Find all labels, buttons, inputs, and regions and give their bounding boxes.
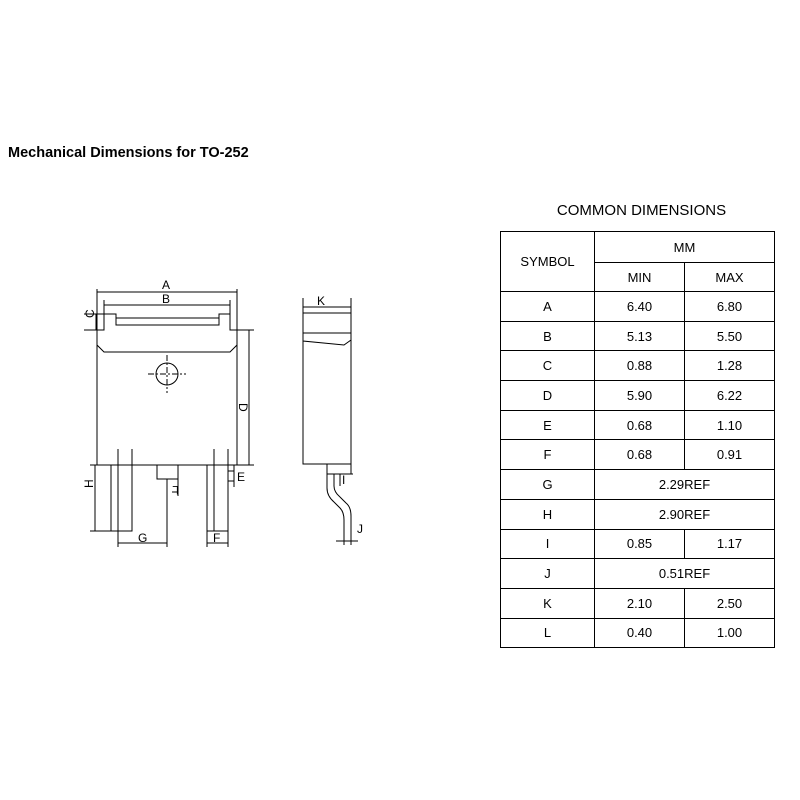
- max-cell: 1.28: [685, 351, 775, 381]
- dim-label-c: C: [83, 309, 97, 318]
- min-cell: 5.13: [595, 321, 685, 351]
- max-cell: 1.00: [685, 618, 775, 648]
- symbol-cell: A: [501, 292, 595, 322]
- dim-label-g: G: [138, 531, 148, 545]
- min-cell: 0.68: [595, 410, 685, 440]
- min-cell: 0.85: [595, 529, 685, 559]
- table-title: COMMON DIMENSIONS: [556, 202, 727, 219]
- max-cell: 2.50: [685, 588, 775, 618]
- min-cell: 0.68: [595, 440, 685, 470]
- dim-label-j: J: [357, 522, 363, 536]
- symbol-cell: B: [501, 321, 595, 351]
- min-cell: 2.10: [595, 588, 685, 618]
- max-header: MAX: [685, 263, 775, 292]
- max-cell: 1.10: [685, 410, 775, 440]
- ref-cell: 2.29REF: [595, 470, 775, 500]
- table-header-row: [501, 232, 775, 263]
- symbol-cell: J: [501, 559, 595, 589]
- symbol-cell: C: [501, 351, 595, 381]
- min-cell: 5.90: [595, 381, 685, 411]
- dim-label-d: D: [236, 403, 250, 412]
- table-row: [501, 559, 775, 589]
- side-view-package: [303, 313, 351, 540]
- table-row: [501, 470, 775, 500]
- page-title: Mechanical Dimensions for TO-252: [8, 145, 249, 161]
- ref-cell: 0.51REF: [595, 559, 775, 589]
- symbol-cell: I: [501, 529, 595, 559]
- dimensions-table: [500, 231, 775, 648]
- table-row: [501, 292, 775, 322]
- table-row: [501, 529, 775, 559]
- min-cell: 6.40: [595, 292, 685, 322]
- table-row: [501, 410, 775, 440]
- dim-label-h: H: [82, 479, 96, 488]
- dim-label-f: F: [213, 531, 221, 545]
- symbol-cell: F: [501, 440, 595, 470]
- table-row: [501, 618, 775, 648]
- table-row: [501, 499, 775, 529]
- unit-header: MM: [595, 232, 775, 263]
- max-cell: 1.17: [685, 529, 775, 559]
- symbol-cell: K: [501, 588, 595, 618]
- symbol-cell: E: [501, 410, 595, 440]
- table-row: [501, 588, 775, 618]
- max-cell: 5.50: [685, 321, 775, 351]
- dim-label-a: A: [162, 278, 171, 292]
- symbol-cell: D: [501, 381, 595, 411]
- table-row: [501, 440, 775, 470]
- symbol-cell: L: [501, 618, 595, 648]
- symbol-cell: G: [501, 470, 595, 500]
- max-cell: 0.91: [685, 440, 775, 470]
- symbol-header: SYMBOL: [501, 232, 595, 292]
- ref-cell: 2.90REF: [595, 499, 775, 529]
- min-cell: 0.40: [595, 618, 685, 648]
- dim-label-l: L: [172, 483, 179, 497]
- table-body: [501, 292, 775, 648]
- table-row: [501, 381, 775, 411]
- dim-label-k: K: [317, 294, 326, 308]
- max-cell: 6.80: [685, 292, 775, 322]
- dim-label-i: I: [342, 473, 346, 487]
- dim-label-e: E: [237, 470, 246, 484]
- min-cell: 0.88: [595, 351, 685, 381]
- table-row: [501, 321, 775, 351]
- max-cell: 6.22: [685, 381, 775, 411]
- dim-label-b: B: [162, 292, 171, 306]
- min-header: MIN: [595, 263, 685, 292]
- symbol-cell: H: [501, 499, 595, 529]
- table-row: [501, 351, 775, 381]
